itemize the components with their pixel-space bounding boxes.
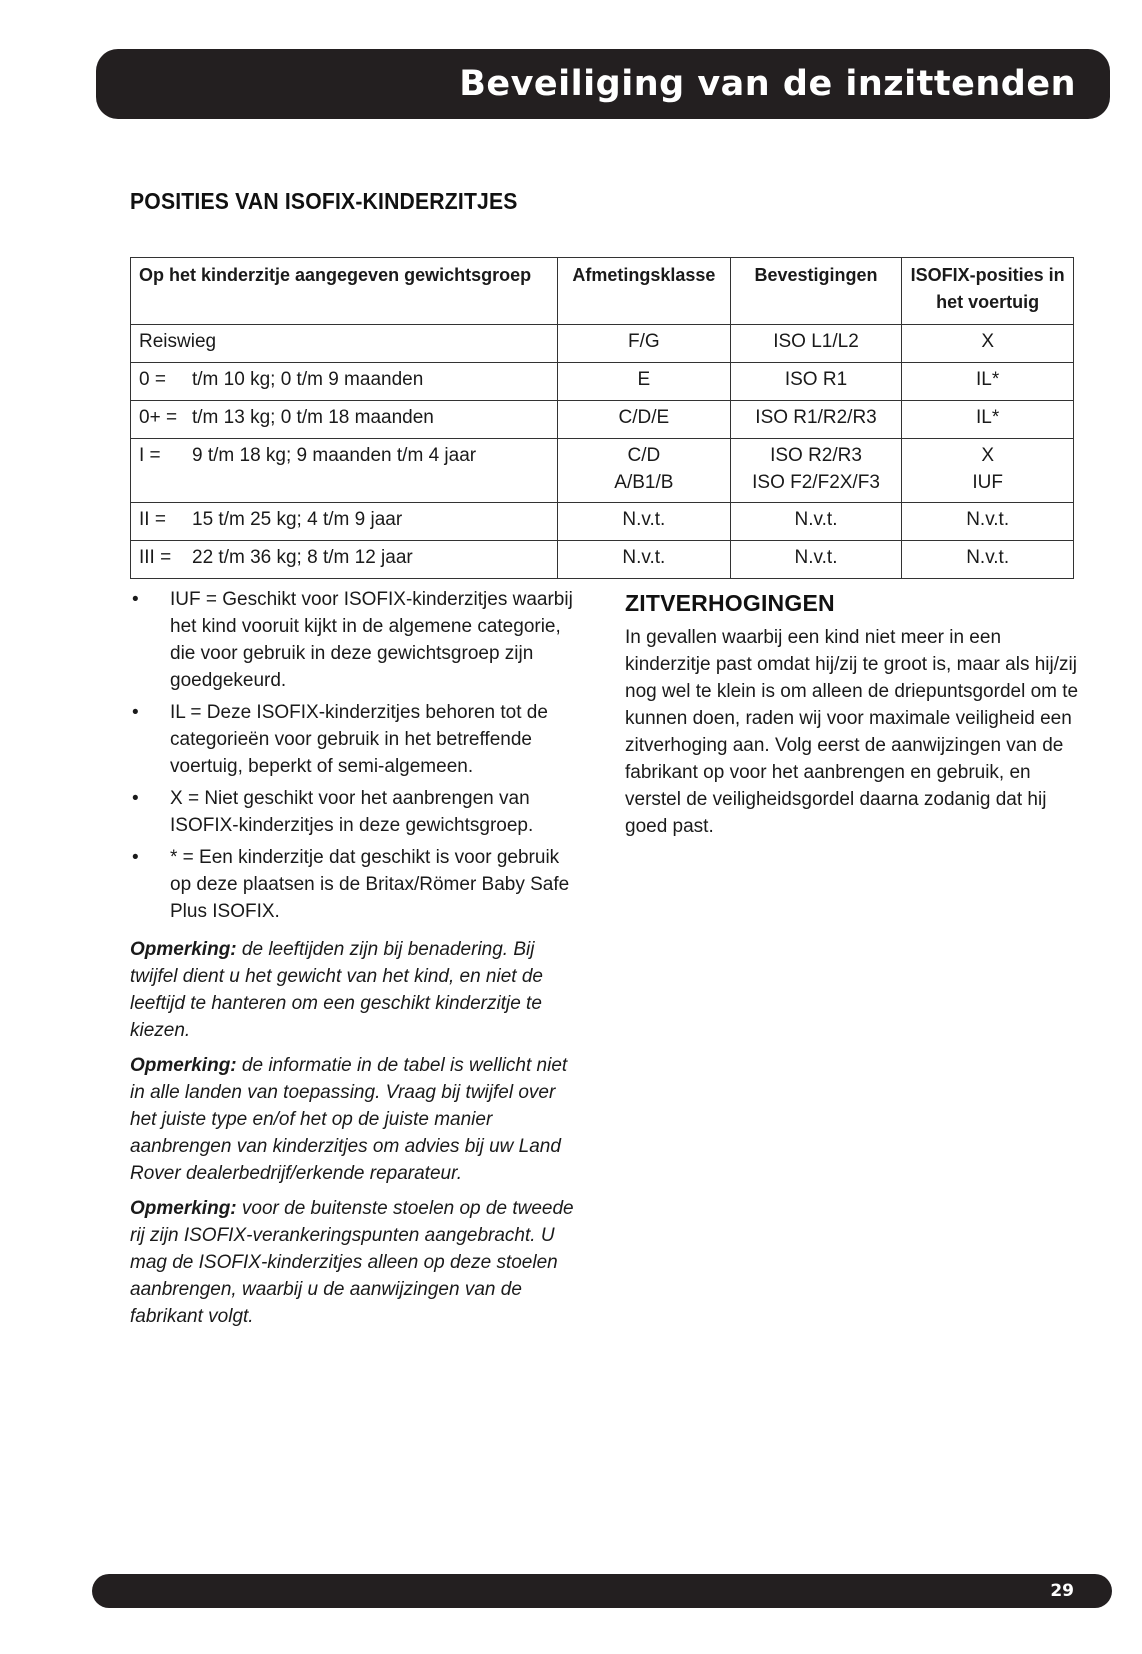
fixing-cell: ISO L1/L2 [730,325,902,363]
group-label: 9 t/m 18 kg; 9 maanden t/m 4 jaar [192,445,477,466]
note-label: Opmerking: [130,1055,237,1076]
page-number: 29 [1050,1581,1074,1601]
fixing-cell [730,439,902,503]
bullet-icon: • [132,589,139,610]
size-class-cell: N.v.t. [558,541,731,579]
size-class-line: C/D [627,445,661,466]
position-cell: IL* [902,401,1074,439]
bullet-text: X = Niet geschikt voor het aanbrengen van ISOFIX-kinderzitjes in deze gewichtsgroep. [170,788,534,836]
legend-bullet-list [130,586,580,930]
size-class-cell [558,439,731,503]
weight-group-cell [131,503,558,541]
fixing-cell: N.v.t. [730,503,902,541]
note-paragraph [130,1052,582,1187]
table-row [131,503,1074,541]
footer-bar [92,1574,1112,1608]
position-cell [902,439,1074,503]
weight-group-cell [131,541,558,579]
group-label: 15 t/m 25 kg; 4 t/m 9 jaar [192,509,403,530]
group-label: 22 t/m 36 kg; 8 t/m 12 jaar [192,547,413,568]
isofix-table [130,257,1074,579]
bullet-icon: • [132,702,139,723]
group-label: t/m 10 kg; 0 t/m 9 maanden [192,369,424,390]
size-class-cell: F/G [558,325,731,363]
group-code: 0 = [139,369,166,390]
weight-group-cell [131,401,558,439]
group-code: II = [139,509,166,530]
fixing-cell: N.v.t. [730,541,902,579]
header-bar [96,49,1110,119]
position-cell: X [902,325,1074,363]
fixing-cell: ISO R1 [730,363,902,401]
table-row [131,325,1074,363]
size-class-line: A/B1/B [614,472,674,493]
column-header-weight-group: Op het kinderzitje aangegeven gewichtsgroep [131,258,558,325]
group-label: Reiswieg [139,331,217,352]
weight-group-cell [131,325,558,363]
column-header-fixings: Bevestigingen [730,258,902,325]
page-title: Beveiliging van de inzittenden [459,64,1076,104]
bullet-icon: • [132,847,139,868]
size-class-cell: N.v.t. [558,503,731,541]
note-paragraph [130,936,582,1044]
table-row [131,541,1074,579]
list-item [130,785,580,839]
bullet-text: IL = Deze ISOFIX-kinderzitjes behoren tot de categorieën voor gebruik in het betreffende voertuig, beperkt of semi-algemeen. [170,702,548,777]
note-text: voor de buitenste stoelen op de tweede rij zijn ISOFIX-verankeringspunten aangebracht. U mag de ISOFIX-kinderzitjes alleen op deze stoelen aanbrengen, waarbij u de aanwijzingen van de fabrikant volgt. [130,1198,574,1327]
list-item [130,699,580,780]
size-class-cell: E [558,363,731,401]
note-text: de leeftijden zijn bij benadering. Bij twijfel dient u het gewicht van het kind, en niet de leeftijd te hanteren om een geschikt kinderzitje te kiezen. [130,939,543,1041]
list-item [130,844,580,925]
fixing-line: ISO F2/F2X/F3 [752,472,880,493]
fixing-line: ISO R2/R3 [770,445,862,466]
position-line: X [981,445,994,466]
bullet-icon: • [132,788,139,809]
group-code: 0+ = [139,407,178,428]
bullet-text: * = Een kinderzitje dat geschikt is voor gebruik op deze plaatsen is de Britax/Römer Baby Safe Plus ISOFIX. [170,847,570,922]
group-label: t/m 13 kg; 0 t/m 18 maanden [192,407,434,428]
note-text: de informatie in de tabel is wellicht niet in alle landen van toepassing. Vraag bij twijfel over het juiste type en/of het op de juiste manier aanbrengen van kinderzitjes om advies bij uw Land Rover dealerbedrijf/erkende reparateur. [130,1055,568,1184]
note-paragraph [130,1195,582,1330]
weight-group-cell [131,439,558,503]
table-row [131,401,1074,439]
table-row [131,363,1074,401]
position-cell: IL* [902,363,1074,401]
column-header-size-class: Afmetingsklasse [558,258,731,325]
bullet-text: IUF = Geschikt voor ISOFIX-kinderzitjes waarbij het kind vooruit kijkt in de algemene categorie, die voor gebruik in deze gewichtsgroep zijn goedgekeurd. [170,589,573,691]
table-row [131,439,1074,503]
section-title-booster: ZITVERHOGINGEN [625,590,835,616]
list-item [130,586,580,694]
section-title-isofix: POSITIES VAN ISOFIX-KINDERZITJES [130,188,518,214]
position-cell: N.v.t. [902,503,1074,541]
size-class-cell: C/D/E [558,401,731,439]
note-label: Opmerking: [130,939,237,960]
position-cell: N.v.t. [902,541,1074,579]
fixing-cell: ISO R1/R2/R3 [730,401,902,439]
group-code: I = [139,445,161,466]
position-line: IUF [972,472,1003,493]
column-header-isofix-positions: ISOFIX-posities in het voertuig [902,258,1074,325]
notes-block [130,936,582,1338]
note-label: Opmerking: [130,1198,237,1219]
group-code: III = [139,547,172,568]
table-header-row [131,258,1074,325]
booster-paragraph: In gevallen waarbij een kind niet meer in een kinderzitje past omdat hij/zij te groot is, maar als hij/zij nog wel te klein is om alleen de driepuntsgordel om te kunnen doen, raden wij voor maximale veiligheid een zitverhoging aan. Volg eerst de aanwijzingen van de fabrikant op voor het aanbrengen en gebruik, en verstel de veiligheidsgordel daarna zodanig dat hij goed past. [625,627,1079,837]
weight-group-cell [131,363,558,401]
